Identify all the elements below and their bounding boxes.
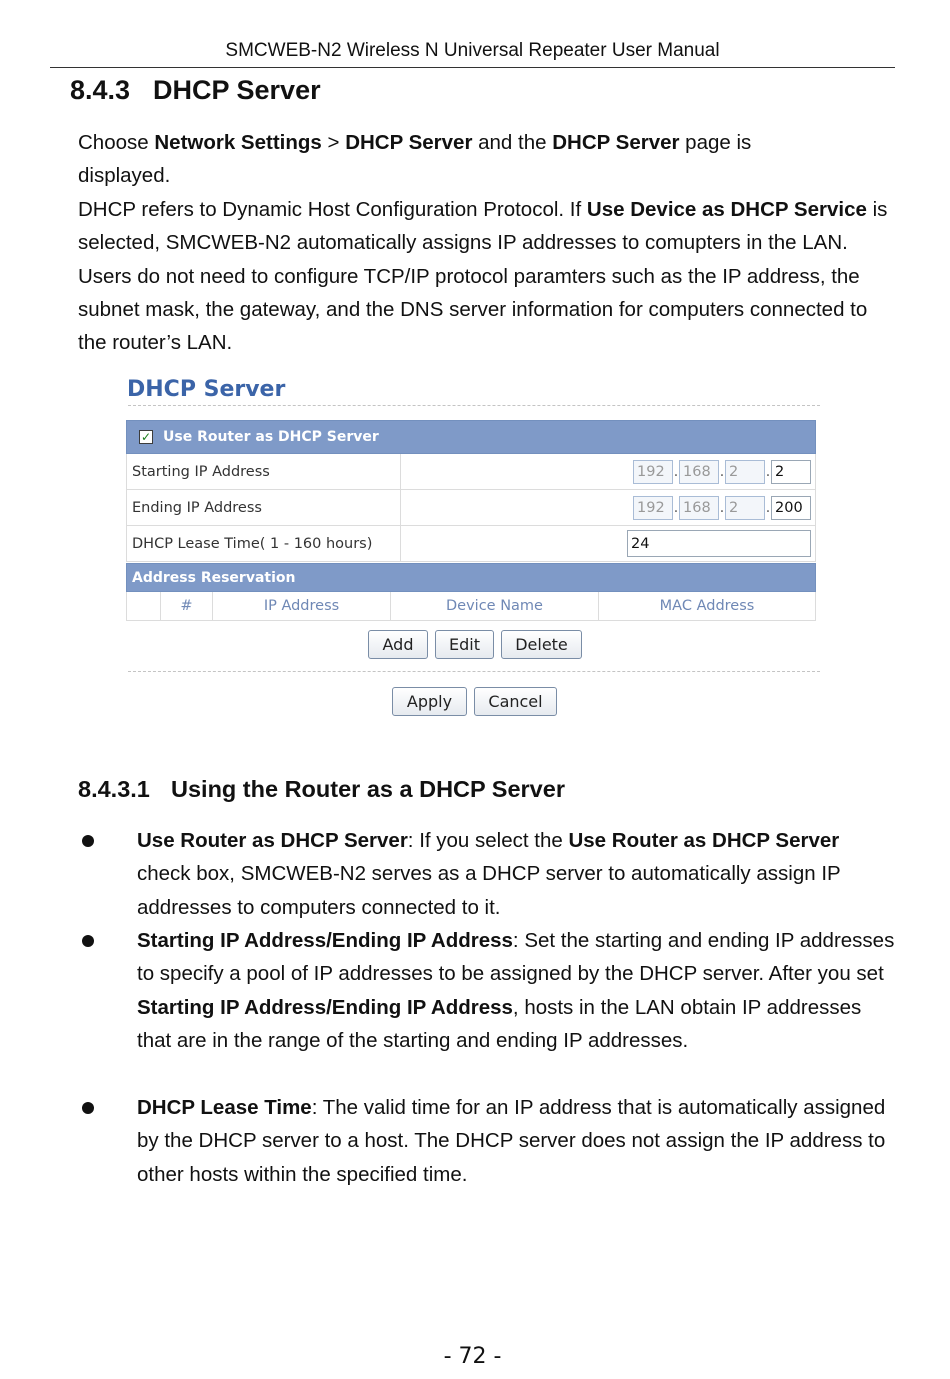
desc-text: DHCP refers to Dynamic Host Configuration Protocol. If	[78, 197, 587, 221]
use-router-label: Use Router as DHCP Server	[163, 429, 379, 445]
intro-text: page is	[679, 131, 752, 154]
reservation-col-number: #	[161, 592, 213, 620]
bullet-term: Use Router as DHCP Server	[568, 829, 840, 852]
intro-text: >	[321, 131, 346, 154]
reservation-col-device: Device Name	[391, 592, 599, 620]
bullet-text: : Set the starting and ending IP addresses to specify a pool of IP addresses to be assigned by the DHCP server. After you set	[137, 929, 895, 986]
bullet-item	[137, 924, 897, 1058]
bullet-dot	[82, 1102, 94, 1114]
add-button[interactable]: Add	[368, 630, 428, 659]
page-number: - 72 -	[443, 1344, 502, 1369]
lease-time-row	[126, 526, 816, 562]
desc-bold-use-device: Use Device as DHCP Service	[586, 197, 867, 221]
subsection-heading	[78, 776, 565, 803]
bullet-term: Starting IP Address/Ending IP Address	[137, 929, 513, 952]
bullet-text: , hosts in the LAN obtain IP addresses that are in the range of the starting and ending IP addresses.	[137, 995, 862, 1053]
start-ip-octet-3[interactable]: 2	[725, 460, 765, 484]
bullet-dot	[82, 935, 94, 947]
address-reservation-header: Address Reservation	[126, 563, 816, 592]
reservation-col-ip: IP Address	[213, 592, 391, 620]
section-number: 8.4.3	[70, 75, 131, 105]
reservation-col-blank	[127, 592, 161, 620]
starting-ip-label: Starting IP Address	[127, 454, 401, 489]
end-ip-octet-3[interactable]: 2	[725, 496, 765, 520]
header-rule	[50, 67, 895, 68]
intro-paragraph	[78, 126, 898, 360]
lease-time-input[interactable]: 24	[627, 530, 811, 557]
ending-ip-row: Ending IP Address 192 . 168 . 2 . 200	[126, 490, 816, 526]
intro-bold-dhcp-server: DHCP Server	[345, 131, 473, 154]
use-router-checkbox[interactable]: ✓	[140, 430, 152, 444]
starting-ip-row: Starting IP Address 192 . 168 . 2 . 2	[126, 454, 816, 490]
bullet-term: Starting IP Address/Ending IP Address	[137, 995, 513, 1019]
subsection-number: 8.4.3.1	[78, 776, 150, 802]
cancel-button[interactable]: Cancel	[474, 687, 557, 716]
bullet-item	[137, 824, 897, 924]
ending-ip-label: Ending IP Address	[127, 490, 401, 525]
dashed-divider	[128, 671, 820, 672]
bullet-text: : If you select the	[407, 829, 569, 852]
subsection-title: Using the Router as a DHCP Server	[171, 776, 565, 802]
ui-page-title: DHCP Server	[127, 377, 286, 402]
end-ip-octet-4[interactable]: 200	[771, 496, 811, 520]
desc-text: is selected, SMCWEB-N2 automatically assigns IP addresses to comupters in the LAN. Users do not need to configure TCP/IP protocol paramters such as the IP address, the subnet mask, the gateway, and the DNS server information for computers connected to the router’s LAN.	[78, 197, 888, 355]
section-heading	[70, 75, 321, 106]
start-ip-octet-1[interactable]: 192	[633, 460, 673, 484]
intro-text: and the	[472, 131, 553, 154]
apply-button[interactable]: Apply	[392, 687, 467, 716]
lease-time-label: DHCP Lease Time( 1 - 160 hours)	[127, 526, 401, 561]
end-ip-octet-1[interactable]: 192	[633, 496, 673, 520]
reservation-col-mac: MAC Address	[659, 598, 755, 614]
end-ip-octet-2[interactable]: 168	[679, 496, 719, 520]
bullet-term: Use Router as DHCP Server	[137, 829, 408, 852]
start-ip-octet-4[interactable]: 2	[771, 460, 811, 484]
intro-bold-dhcp-server-page: DHCP Server	[552, 131, 680, 154]
reservation-table-header	[126, 592, 816, 621]
use-router-header	[126, 420, 816, 454]
dashed-divider	[128, 405, 820, 406]
running-header: SMCWEB-N2 Wireless N Universal Repeater User Manual	[225, 40, 720, 61]
intro-bold-network-settings: Network Settings	[154, 131, 322, 154]
intro-text: displayed.	[78, 164, 171, 188]
dhcp-settings-panel	[126, 420, 816, 621]
delete-button[interactable]: Delete	[501, 630, 582, 659]
intro-text: Choose	[78, 131, 155, 154]
bullet-term: DHCP Lease Time	[137, 1096, 312, 1119]
start-ip-octet-2[interactable]: 168	[679, 460, 719, 484]
bullet-text: : The valid time for an IP address that is automatically assigned by the DHCP server to a host. The DHCP server does not assign the IP address to other hosts within the specified time.	[137, 1096, 886, 1186]
bullet-dot	[82, 835, 94, 847]
bullet-text: check box, SMCWEB-N2 serves as a DHCP server to automatically assign IP addresses to computers connected to it.	[137, 862, 841, 919]
edit-button[interactable]: Edit	[435, 630, 494, 659]
bullet-item	[137, 1091, 897, 1191]
section-title: DHCP Server	[153, 75, 321, 105]
